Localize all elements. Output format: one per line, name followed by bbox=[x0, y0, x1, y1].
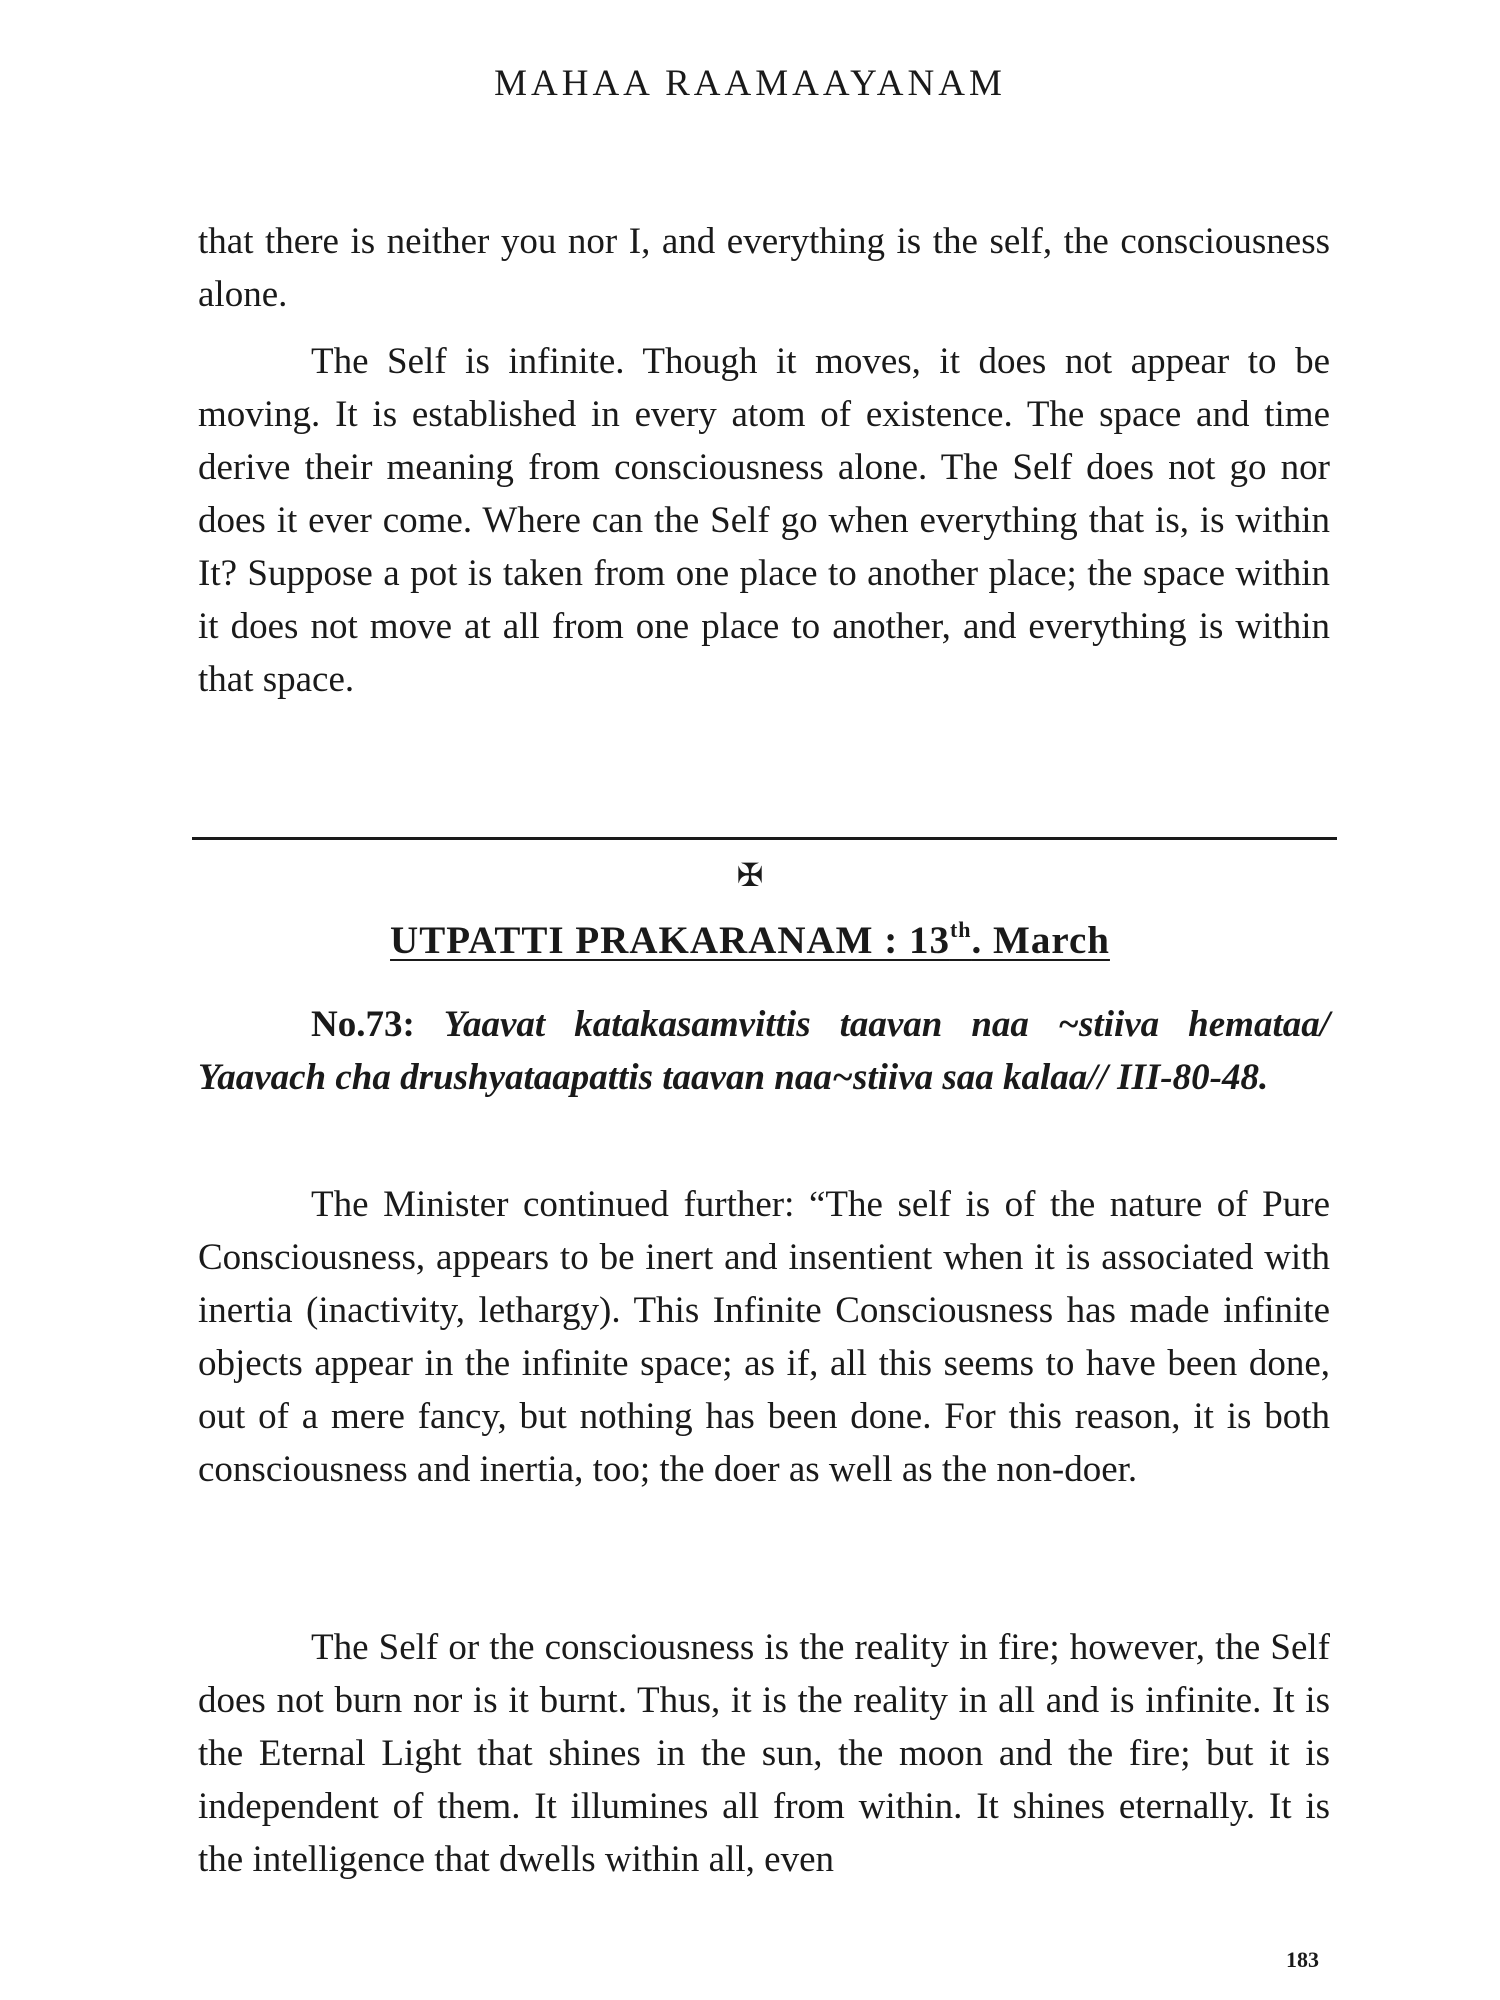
paragraph-self-fire: The Self or the consciousness is the reality in fire; however, the Self does not burn nor is it burnt. Thus, it is the reality in all and is infinite. It is the Eternal Light that shines in the sun, the moon and the fire; but it is independent of them. It illumines all from within. It shines eternally. It is the intelligence that dwells within all, even bbox=[198, 1627, 1330, 1880]
section-heading-underlined bbox=[390, 919, 1110, 962]
section-heading-main: UTPATTI PRAKARANAM : 13 bbox=[390, 919, 950, 962]
paragraph-self-infinite: The Self is infinite. Though it moves, it does not appear to be moving. It is established in every atom of existence. The space and time derive their meaning from consciousness alone. The Self does not go nor does it ever come. Where can the Self go when everything that is, is within It? Suppose a pot is taken from one place to another place; the space within it does not move at all from one place to another, and everything is within that space. bbox=[198, 341, 1330, 700]
section-heading-tail: . March bbox=[971, 919, 1110, 962]
section-divider-rule bbox=[192, 837, 1337, 840]
page-number: 183 bbox=[1286, 1947, 1319, 1972]
paragraph-minister: The Minister continued further: “The self is of the nature of Pure Consciousness, appears to be inert and insentient when it is associated with inertia (inactivity, lethargy). This Infinite Consciousness has made infinite objects appear in the infinite space; as if, all this seems to have been done, out of a mere fancy, but nothing has been done. For this reason, it is both consciousness and inertia, too; the doer as well as the non-doer. bbox=[198, 1184, 1330, 1490]
section-heading bbox=[0, 918, 1500, 963]
running-head: MAHAA RAAMAAYANAM bbox=[494, 63, 1006, 104]
cross-ornament-icon: ✠ bbox=[736, 857, 764, 893]
verse-text: Yaavat katakasamvittis taavan naa ~stiiva hemataa/ Yaavach cha drushyataapattis taavan naa~stiiva saa kalaa// III-80-48. bbox=[198, 1004, 1331, 1098]
verse-number: No.73: bbox=[311, 1004, 415, 1045]
paragraph-continuation: that there is neither you nor I, and everything is the self, the consciousness alone. bbox=[198, 221, 1330, 315]
sloka-verse bbox=[198, 998, 1330, 1104]
section-heading-superscript: th bbox=[949, 917, 972, 942]
